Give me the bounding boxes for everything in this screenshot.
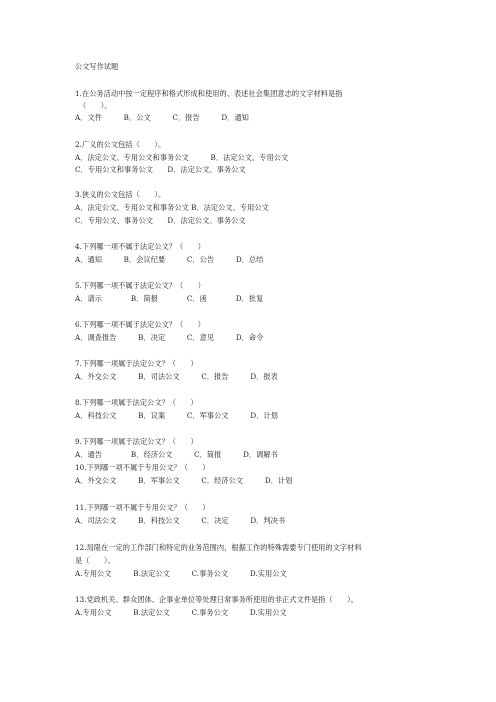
question-8-options: A．科技公文 B．议案 C．军事公文 D．计划 bbox=[75, 411, 278, 420]
question-2-options-1: A．法定公文、专用公文和事务公文 B．法定公文、专用公文 bbox=[75, 153, 289, 162]
question-6-line-1: 6.下列哪一项不属于法定公文？（ ） bbox=[75, 320, 205, 329]
question-1-line-1: 1.在公务活动中按一定程序和格式形成和使用的、表述社会集团意志的文字材料是指 bbox=[75, 89, 343, 98]
question-5-line-1: 5.下列哪一项不属于法定公文？（ ） bbox=[75, 281, 205, 290]
question-1-options: A．文件 B．公文 C．报告 D．通知 bbox=[75, 113, 249, 122]
question-3-line-1: 3.狭义的公文包括（ ）。 bbox=[75, 190, 166, 199]
question-4-line-1: 4.下列哪一项不属于法定公文？（ ） bbox=[75, 242, 205, 251]
question-6-options: A．调查报告 B．决定 C．意见 D．命令 bbox=[75, 333, 264, 342]
question-10-line-1: 10.下列哪一项不属于专用公文？（ ） bbox=[75, 463, 210, 472]
question-7-line-1: 7.下列哪一项属于法定公文？（ ） bbox=[75, 359, 198, 368]
question-10-options: A．外交公文 B．军事公文 C．经济公文 D．计划 bbox=[75, 476, 293, 485]
question-13-options: A.专用公文 B.法定公文 C.事务公文 D.实用公文 bbox=[75, 608, 287, 617]
question-5-options: A．请示 B．简报 C．函 D．批复 bbox=[75, 294, 264, 303]
document-title: 公文写作试题 bbox=[75, 62, 119, 71]
question-12-options: A.专用公文 B.法定公文 C.事务公文 D.实用公文 bbox=[75, 569, 287, 578]
question-9-line-1: 9.下列哪一项属于法定公文？（ ） bbox=[75, 437, 198, 446]
question-7-options: A．外交公文 B．司法公文 C．报告 D．报表 bbox=[75, 372, 278, 381]
question-13-line-1: 13.党政机关、群众团体、企事业单位等处理日常事务所使用的非正式文件是指（ ）。 bbox=[75, 595, 359, 604]
question-9-options: A．通告 B．经济公文 C．简报 D．调解书 bbox=[75, 450, 278, 459]
question-12-line-1: 12.局限在一定的工作部门和特定的业务范围内，根据工作的特殊需要专门使用的文字材料 bbox=[75, 543, 362, 552]
question-3-options-1: A．法定公文、专用公文和事务公文 B．法定公文、专用公文 bbox=[75, 203, 269, 212]
question-1-line-2: （ ）。 bbox=[79, 101, 112, 110]
question-11-options: A．司法公文 B．科技公文 C．决定 D．判决书 bbox=[75, 516, 286, 525]
question-2-options-2: C．专用公文和事务公文 D．法定公文、事务公文 bbox=[75, 165, 246, 174]
question-2-line-1: 2.广义的公文包括（ ）。 bbox=[75, 140, 166, 149]
question-4-options: A．通知 B．会议纪要 C．公告 D．总结 bbox=[75, 255, 264, 264]
question-3-options-2: C．专用公文、事务公文 D．法定公文、事务公文 bbox=[75, 216, 246, 225]
question-8-line-1: 8.下列哪一项属于法定公文？（ ） bbox=[75, 398, 198, 407]
question-11-line-1: 11.下列哪一项不属于专用公文？（ ） bbox=[75, 503, 210, 512]
question-12-line-2: 是（ ）。 bbox=[75, 556, 115, 565]
